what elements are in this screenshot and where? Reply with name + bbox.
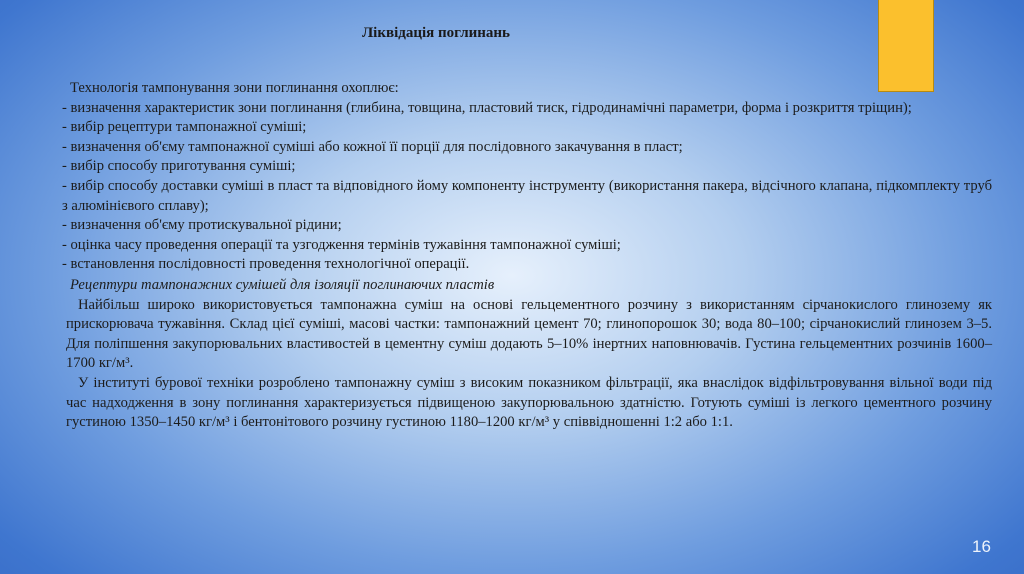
- intro-text: Технологія тампонування зони поглинання охоплює:: [70, 80, 399, 96]
- bullet-item: - вибір способу приготування суміші;: [62, 158, 296, 175]
- bullet-item: - визначення характеристик зони поглинання (глибина, товщина, пластовий тиск, гідродинамічні параметри, форма і розкриття тріщин);: [62, 99, 912, 116]
- bullet-item: - оцінка часу проведення операції та узгодження термінів тужавіння тампонажної суміші;: [62, 236, 621, 253]
- body-paragraph-1: Найбільш широко використовується тампонажна суміш на основі гельцементного розчину з використанням сірчанокислого глинозему як прискорювача тужавіння. Склад цієї суміші, масові частки: тампонажний цемент 70; глинопорошок 30; вода 80–100; сірчанокислий глинозем 3–5. Для поліпшення закупорювальних властивостей в цементну суміш додають 5–10% інертних наповнювачів. Густина гельцементних розчинів 1600–1700 кг/м³.: [66, 296, 992, 372]
- section-subheading: Рецептури тампонажних сумішей для ізоляції поглинаючих пластів: [70, 276, 495, 293]
- page-number: 16: [972, 537, 991, 556]
- bullet-item: - встановлення послідовності проведення технологічної операції.: [62, 256, 470, 273]
- bullet-item: - вибір рецептури тампонажної суміші;: [62, 119, 307, 136]
- bullet-item: - визначення об'єму тампонажної суміші або кожної її порції для послідовного закачування в пласт;: [62, 138, 683, 155]
- slide-title: Ліквідація поглинань: [362, 25, 510, 41]
- bullet-item: - визначення об'єму протискувальної рідини;: [62, 217, 342, 234]
- body-paragraph-2: У інституті бурової техніки розроблено тампонажну суміш з високим показником фільтрації, яка внаслідок відфільтровування вільної води під час надходження в зону поглинання характеризується підвищеною закупорювальною здатністю. Готують суміші із легкого цементного розчину густиною 1350–1450 кг/м³ і бентонітового розчину густиною 1180–1200 кг/м³ у співвідношенні 1:2 або 1:1.: [66, 374, 992, 431]
- slide-body: [62, 79, 992, 433]
- bullet-item: - вибір способу доставки суміші в пласт та відповідного йому компоненту інструменту (використання пакера, відсічного клапана, підкомплекту труб з алюмінієвого сплаву);: [62, 177, 992, 214]
